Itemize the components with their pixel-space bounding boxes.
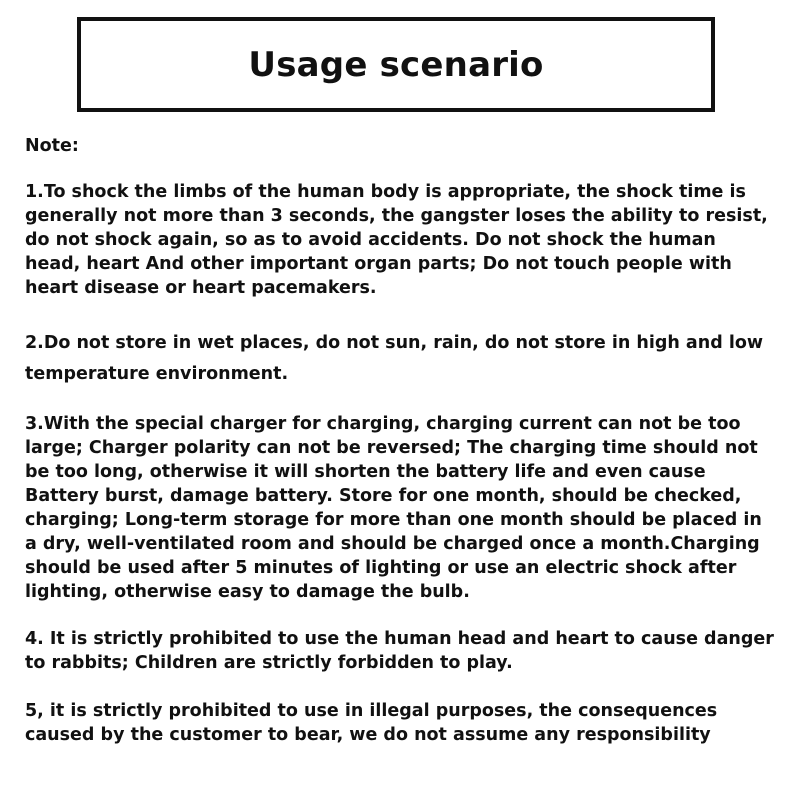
page-title: Usage scenario: [248, 44, 544, 85]
note-item-4: 4. It is strictly prohibited to use the human head and heart to cause danger to rabbits; Children are strictly forbidden to play.: [25, 629, 774, 673]
note-item-3: 3.With the special charger for charging, charging current can not be too large; Charger polarity can not be reversed; The charging time should not be too long, otherwise it will shorten the battery life and even cause Battery burst, damage battery. Store for one month, should be checked, charging; Long-term storage for more than one month should be placed in a dry, well-ventilated room and should be charged once a month.Charging should be used after 5 minutes of lighting or use an electric shock after lighting, otherwise easy to damage the bulb.: [25, 414, 762, 602]
note-label: Note:: [25, 136, 79, 156]
note-item-5: 5, it is strictly prohibited to use in illegal purposes, the consequences caused by the customer to bear, we do not assume any responsibility: [25, 701, 718, 745]
note-item-1: 1.To shock the limbs of the human body is appropriate, the shock time is generally not more than 3 seconds, the gangster loses the ability to resist, do not shock again, so as to avoid accidents. Do not shock the human head, heart And other important organ parts; Do not touch people with heart disease or heart pacemakers.: [25, 182, 768, 298]
title-box: [77, 17, 715, 112]
notes-content: [25, 134, 785, 747]
note-item-2: 2.Do not store in wet places, do not sun, rain, do not store in high and low temperature environment.: [25, 333, 764, 384]
